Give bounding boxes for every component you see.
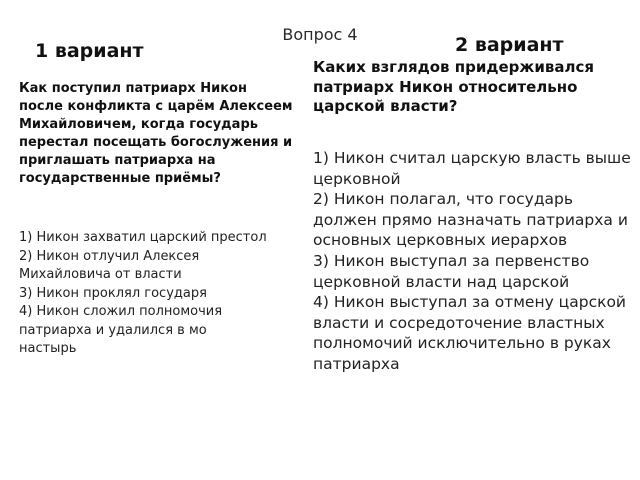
variant-1-heading: 1 вариант: [35, 40, 144, 62]
variant-2-answers: [313, 148, 633, 375]
variant-1-answer-2: 2) Никон отлучил Алексея Михайловича от власти: [19, 248, 200, 282]
variant-1-question: Как поступил патриарх Никон после конфликта с царём Алексеем Михайловичем, когда государь перестал посещать богослужения и приглашать патриарха на государственные приёмы?: [19, 81, 293, 186]
variant-2-question: Каких взглядов придерживался патриарх Никон относительно царской власти?: [313, 58, 594, 115]
variant-2-answer-3: 3) Никон выступал за первенство церковной власти над царской: [313, 251, 590, 291]
variant-2-answer-1: 1) Никон считал царскую власть выше церковной: [313, 149, 631, 188]
variant-2-answer-4: 4) Никон выступал за отмену царской власти и сосредоточение властных полномочий исключительно в руках патриарха: [313, 293, 627, 373]
slide-title: Вопрос 4: [282, 25, 358, 44]
variant-2-answer-2: 2) Никон полагал, что государь должен прямо назначать патриарха и основных церковных иерархов: [313, 190, 628, 250]
variant-1-answer-1: 1) Никон захватил царский престол: [19, 230, 267, 245]
variant-2-heading: 2 вариант: [455, 34, 564, 56]
variant-1-answer-3: 3) Никон проклял государя: [19, 285, 207, 301]
variant-1-answers: [19, 229, 294, 359]
variant-1-answer-4: 4) Никон сложил полномочия патриарха и удалился в мо настырь: [19, 304, 223, 356]
